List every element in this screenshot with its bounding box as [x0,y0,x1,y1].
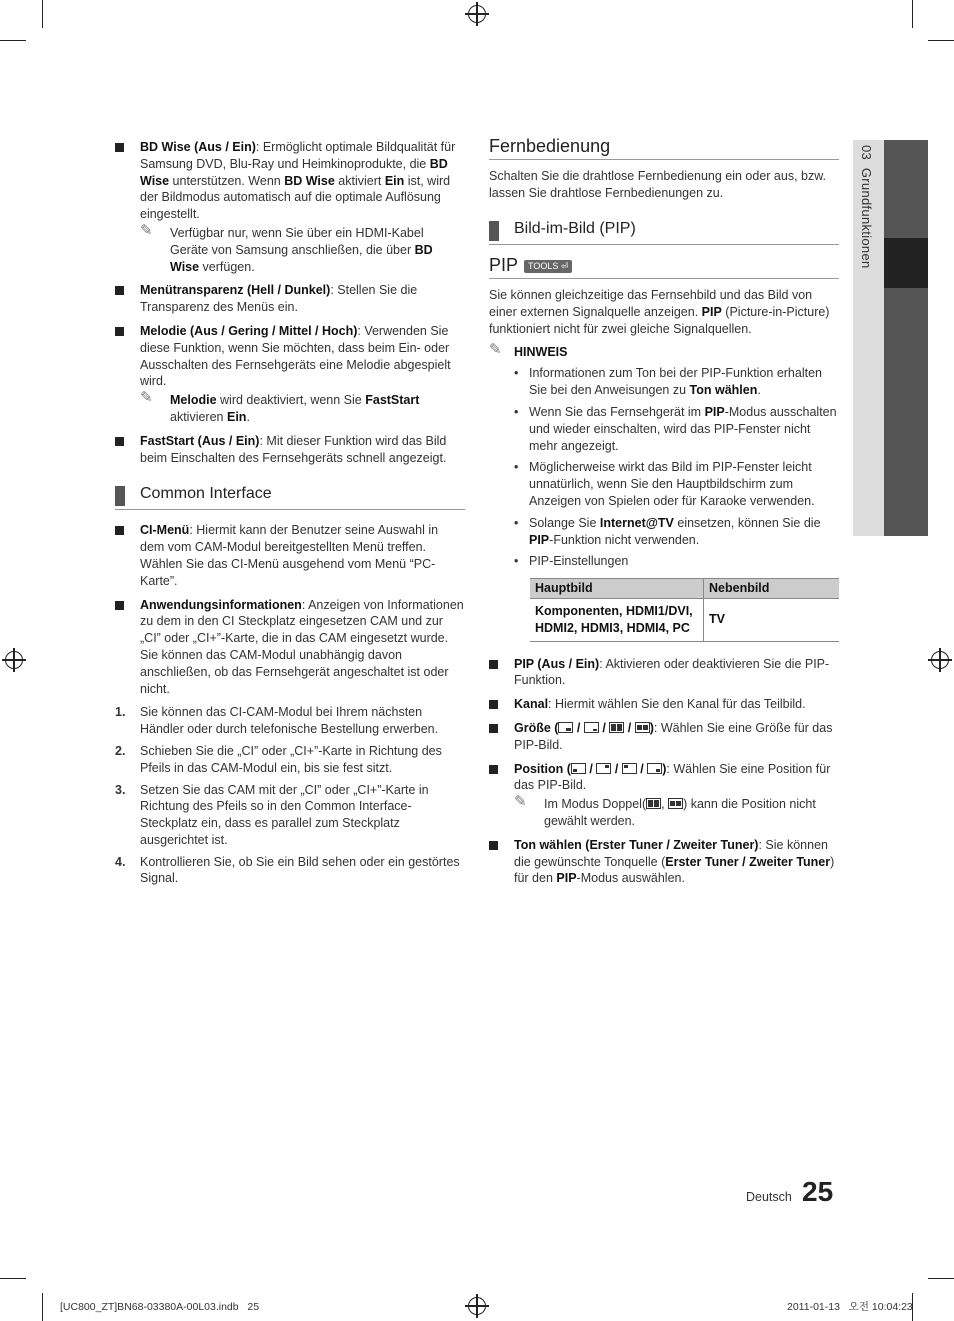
section-title: PIP TOOLS ⏎ [489,257,839,274]
bullet-square-icon [115,143,124,152]
bullet-square-icon [115,437,124,446]
footer-language: Deutsch [746,1190,792,1204]
registration-mark-icon [931,651,949,669]
pip-settings-table [530,578,839,641]
table-header: Nebenbild [704,579,840,599]
crop-mark [928,40,954,41]
bullet-item: • Solange Sie Internet@TV einsetzen, können Sie die PIP-Funktion nicht verwenden. [514,515,821,547]
bullet-square-icon [489,724,498,733]
crop-mark [0,40,26,41]
note: ✎ Im Modus Doppel( , ) kann die Position nicht gewählt werden. [514,793,816,828]
list-item: Position ( / / / ): Wählen Sie eine Position für das PIP-Bild. ✎ Im Modus Doppel( , ) kann die Position nicht gewählt werden. [489,761,839,830]
list-item: Größe ( / / / ): Wählen Sie eine Größe für das PIP-Bild. [489,720,839,754]
section-heading: Common Interface [115,482,465,508]
pip-double-wide-icon [668,798,683,809]
pip-double-wide-icon [635,722,650,733]
list-item: Menütransparenz (Hell / Dunkel): Stellen Sie die Transparenz des Menüs ein. [115,282,465,316]
list-item: Ton wählen (Erster Tuner / Zweiter Tuner): Sie können die gewünschte Tonquelle (Erster Tuner / Zweiter Tuner) für den PIP-Modus auswählen. [489,837,839,887]
list-item: Anwendungsinformationen: Anzeigen von Informationen zu dem in den CI Steckplatz eingesetzen CAM und zur „CI” oder „CI+”-Karte, die in das CAM eingesetzt wurde. Sie können das CAM-Modul unabhängig davon anschließen, ob das Fernsehgerät angeschaltet ist oder nicht. [115,597,465,698]
hinweis-heading: ✎ HINWEIS [489,340,568,359]
pencil-note-icon: ✎ [140,389,153,407]
table-header: Hauptbild [530,579,704,599]
pip-position-top-left-icon [622,763,637,774]
page-number: 25 [802,1176,834,1207]
paragraph: Sie können gleichzeitige das Fernsehbild und das Bild von einer externen Signalquelle anzeigen. PIP (Picture-in-Picture) funktioniert nicht für zwei gleiche Signalquellen. [489,288,830,336]
bullet-square-icon [115,601,124,610]
list-item: FastStart (Aus / Ein): Mit dieser Funktion wird das Bild beim Einschalten des Fernsehgeräts schnell angezeigt. [115,433,465,467]
list-item: PIP (Aus / Ein): Aktivieren oder deaktivieren Sie die PIP-Funktion. [489,656,839,690]
footer-file: [UC800_ZT]BN68-03380A-00L03.indb 25 [60,1301,260,1313]
table-cell: TV [704,598,840,641]
bullet-square-icon [115,286,124,295]
note: ✎ Melodie wird deaktiviert, wenn Sie FastStart aktivieren Ein. [140,389,420,424]
bullet-item: • Informationen zum Ton bei der PIP-Funktion erhalten Sie bei den Anweisungen zu Ton wählen. [514,366,822,398]
bullet-square-icon [115,526,124,535]
pip-position-bottom-left-icon [571,763,586,774]
pip-position-bottom-right-icon [647,763,662,774]
step-item: 2. Schieben Sie die „CI” oder „CI+”-Karte in Richtung des Pfeils in das CAM-Modul ein, bis sie fest sitzt. [115,743,442,775]
chapter-tab-marker [884,238,928,288]
bullet-item: • Möglicherweise wirkt das Bild im PIP-Fenster leicht unnatürlich, wenn Sie den Hauptbildschirm zum Anzeigen von Spielen oder für Karaoke verwenden. [514,460,815,508]
footer-date: 2011-01-13 오전 10:04:23 [787,1301,913,1313]
right-column [489,138,839,894]
list-item: Kanal: Hiermit wählen Sie den Kanal für das Teilbild. [489,696,839,713]
registration-mark-icon [468,5,486,23]
note: ✎ Verfügbar nur, wenn Sie über ein HDMI-Kabel Geräte von Samsung anschließen, die über BD Wise verfügen. [140,221,433,274]
section-title: Fernbedienung [489,136,611,156]
pencil-note-icon: ✎ [140,221,153,239]
bullet-square-icon [489,765,498,774]
pip-double-icon [646,798,661,809]
crop-mark [0,1278,26,1279]
pip-size-medium-icon [584,722,599,733]
list-item: CI-Menü: Hiermit kann der Benutzer seine Auswahl in dem vom CAM-Modul bereitgestellten Menü treffen. Wählen Sie das CI-Menü ausgehend vom Menü “PC-Karte”. [115,522,465,589]
paragraph: Schalten Sie die drahtlose Fernbedienung ein oder aus, bzw. lassen Sie drahtlose Fernbedienungen zu. [489,168,827,200]
tools-badge-icon: TOOLS ⏎ [524,260,572,273]
crop-mark [928,1278,954,1279]
bullet-square-icon [115,327,124,336]
bullet-square-icon [489,660,498,669]
pencil-note-icon: ✎ [514,793,527,811]
crop-mark [42,0,43,28]
step-item: 1. Sie können das CI-CAM-Modul bei Ihrem nächsten Händler oder durch telefonische Bestellung erwerben. [115,705,439,737]
pip-size-small-icon [558,722,573,733]
pip-double-icon [609,722,624,733]
step-item: 3. Setzen Sie das CAM mit der „CI” oder „CI+”-Karte in Richtung des Pfeils so in den Common Interface-Steckplatz ein, dass es parallel zum Steckplatz ausgerichtet ist. [115,782,429,847]
registration-mark-icon [468,1297,486,1315]
bullet-square-icon [489,841,498,850]
step-item: 4. Kontrollieren Sie, ob Sie ein Bild sehen oder ein gestörtes Signal. [115,854,460,886]
chapter-tab-dark [884,140,928,536]
pip-position-top-right-icon [596,763,611,774]
table-cell: Komponenten, HDMI1/DVI, HDMI2, HDMI3, HDMI4, PC [530,598,704,641]
bullet-item: • PIP-Einstellungen [514,554,629,569]
list-item: BD Wise (Aus / Ein): Ermöglicht optimale Bildqualität für Samsung DVD, Blu-Ray und Heimkinoprodukte, die BD Wise unterstützen. Wenn BD Wise aktiviert Ein ist, wird der Bildmodus automatisch auf die optimale Auflösung eingestellt. ✎ Verfügbar nur, wenn Sie über ein HDMI-Kabel Geräte von Samsung anschließen, die über BD Wise verfügen. [115,139,465,275]
left-column [115,139,465,892]
bullet-square-icon [489,700,498,709]
list-item: Melodie (Aus / Gering / Mittel / Hoch): Verwenden Sie diese Funktion, wenn Sie möchten, dass beim Ein- oder Ausschalten des Fernsehgeräts eine Melodie abgespielt wird. ✎ Melodie wird deaktiviert, wenn Sie FastStart aktivieren Ein. [115,323,465,426]
crop-mark [912,0,913,28]
pencil-note-icon: ✎ [489,340,502,358]
registration-mark-icon [5,651,23,669]
chapter-label: 03 Grundfunktionen [858,145,874,269]
bullet-item: • Wenn Sie das Fernsehgerät im PIP-Modus ausschalten und wieder einschalten, wird das PIP-Fenster nicht mehr angezeigt. [514,404,837,453]
section-heading: Bild-im-Bild (PIP) [489,217,839,243]
crop-mark [42,1293,43,1321]
